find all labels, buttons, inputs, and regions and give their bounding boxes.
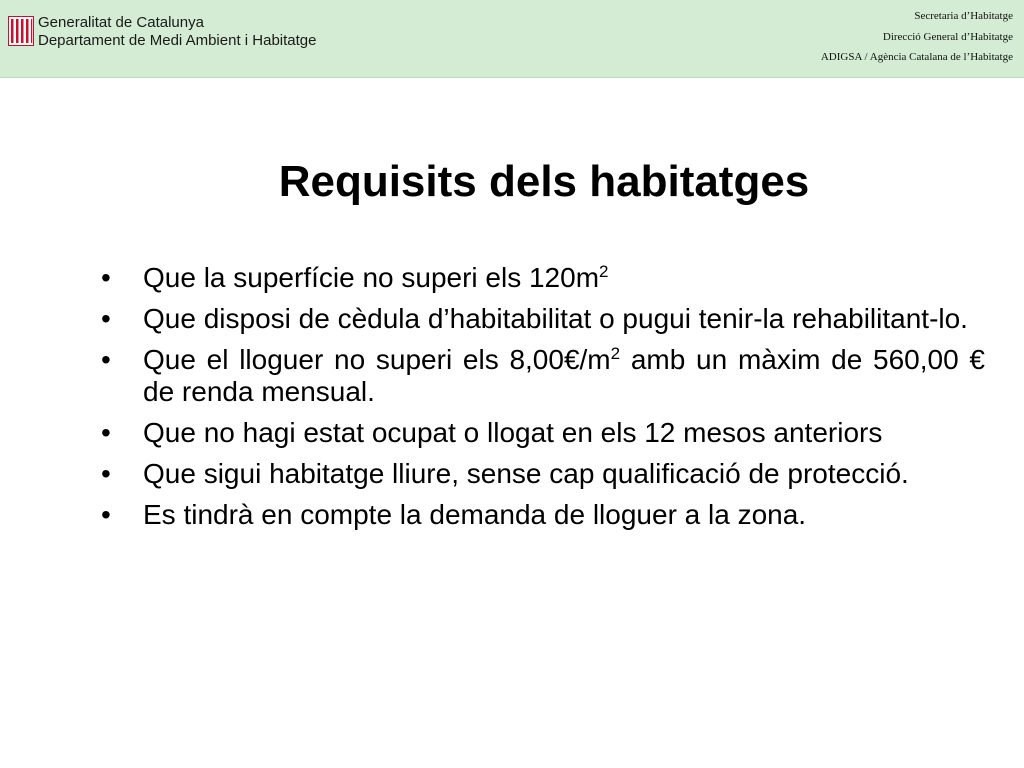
generalitat-logo-icon: [8, 16, 34, 46]
org-line-2: Departament de Medi Ambient i Habitatge: [38, 32, 317, 49]
list-item: [101, 499, 985, 531]
bullet-icon: •: [101, 458, 111, 489]
bullet-icon: •: [101, 303, 111, 334]
superscript: 2: [610, 344, 621, 363]
agency-line-secretaria: Secretaria d’Habitatge: [914, 10, 1013, 22]
agency-line-adigsa: ADIGSA / Agència Catalana de l’Habitatge: [820, 51, 1013, 63]
bullet-text: Que el lloguer no superi els 8,00€/m: [143, 344, 611, 375]
bullet-text: Que disposi de cèdula d’habitabilitat o pugui tenir-la rehabilitant-lo.: [143, 303, 968, 334]
superscript: 2: [599, 262, 609, 281]
list-item: [101, 303, 985, 335]
bullet-text-after: amb un màxim de 560,00 € de renda mensual.: [143, 344, 985, 407]
bullet-icon: •: [101, 417, 111, 448]
list-item: [101, 458, 985, 490]
bullet-icon: •: [101, 499, 111, 530]
bullet-icon: •: [101, 262, 111, 293]
bullet-text: Que sigui habitatge lliure, sense cap qualificació de protecció.: [143, 458, 909, 489]
organization-name: [38, 14, 317, 50]
header-band: [0, 0, 1024, 78]
bullet-text: Que la superfície no superi els 120m: [143, 262, 600, 293]
slide-title: Requisits dels habitatges: [278, 157, 810, 206]
list-item: [101, 344, 985, 408]
bullet-text: Es tindrà en compte la demanda de lloguer a la zona.: [143, 499, 807, 530]
bullet-text: Que no hagi estat ocupat o llogat en els 12 mesos anteriors: [143, 417, 883, 448]
agency-block: [821, 6, 1013, 68]
agency-line-direccio: Direcció General d’Habitatge: [882, 30, 1013, 43]
requirements-list: [101, 262, 985, 540]
list-item: [101, 417, 985, 449]
list-item: [101, 262, 985, 294]
org-line-1: Generalitat de Catalunya: [38, 14, 204, 31]
bullet-icon: •: [101, 344, 111, 375]
